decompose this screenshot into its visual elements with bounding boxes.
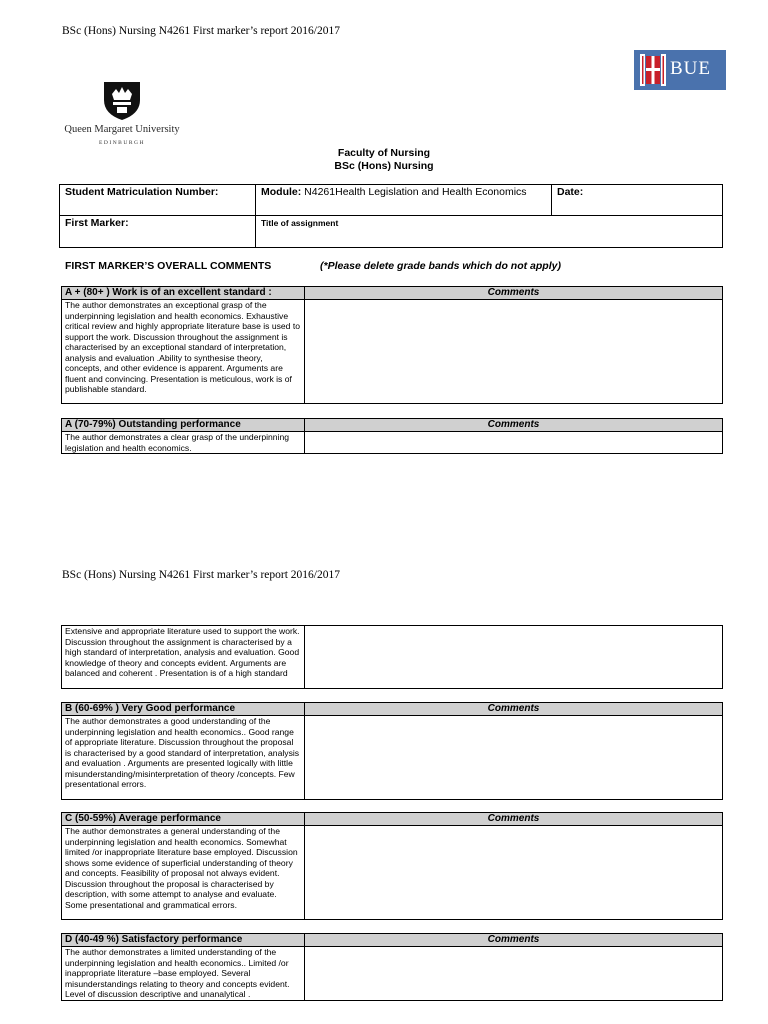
bue-logo (634, 50, 726, 90)
grade-band-a-plus (61, 286, 723, 404)
bue-crest-icon (636, 50, 670, 90)
student-info-table (59, 184, 723, 248)
band-title: A + (80+ ) Work is of an excellent standard : (62, 287, 305, 300)
module-label: Module: (261, 186, 302, 198)
band-title: C (50-59%) Average performance (62, 813, 305, 826)
comments-header: Comments (305, 287, 723, 300)
comments-field[interactable] (305, 716, 723, 800)
grade-band-a (61, 418, 723, 454)
matric-label: Student Matriculation Number: (65, 186, 219, 198)
comments-header: Comments (305, 419, 723, 432)
band-description: The author demonstrates a general understanding of the underpinning legislation and health economics. Somewhat limited /or inappropriate literature base employed. Discussion shows some evidence of superficial understanding of theory and concepts. Feasibility of proposal not always evident. Discussion throughout the proposal is characterised by description, with some attempt to analyse and evaluate. Some presentational and grammatical errors. (62, 826, 305, 920)
grade-band-d (61, 933, 723, 1001)
module-value: N4261Health Legislation and Health Economics (304, 186, 527, 198)
comments-field[interactable] (305, 826, 723, 920)
date-cell (552, 185, 723, 216)
grade-band-a-continued (61, 625, 723, 689)
comments-header: Comments (305, 703, 723, 716)
assignment-title-cell (256, 216, 723, 248)
comments-header: Comments (305, 934, 723, 947)
delete-bands-note: (*Please delete grade bands which do not apply) (320, 260, 561, 272)
assignment-title-label: Title of assignment (261, 218, 339, 228)
overall-comments-heading: FIRST MARKER’S OVERALL COMMENTS (65, 260, 272, 272)
band-description: The author demonstrates a clear grasp of the underpinning legislation and health economics. (62, 432, 305, 454)
comments-header: Comments (305, 813, 723, 826)
band-description: The author demonstrates an exceptional grasp of the underpinning legislation and health economics. Exhaustive critical review and highly appropriate literature base is used to support the work. Discussion throughout the assignment is characterised by an exceptional standard of interpretation, analysis and evaluation .Ability to synthesise theory, concepts, and other evidence is apparent. Arguments are fluent and convincing. Presentation is meticulous, work is of publishable standard. (62, 300, 305, 404)
grade-band-c (61, 812, 723, 920)
programme-title: BSc (Hons) Nursing (334, 160, 434, 172)
band-description: Extensive and appropriate literature used to support the work. Discussion throughout the assignment is characterised by a high standard of interpretation, analysis and evaluation. Good knowledge of theory and concepts evident. Arguments are balanced and coherent . Presentation is of a high standard (62, 626, 305, 689)
qmu-city: EDINBURGH (99, 140, 145, 146)
first-marker-label: First Marker: (65, 217, 129, 229)
bue-wordmark: BUE (670, 58, 711, 79)
band-description: The author demonstrates a limited understanding of the underpinning legislation and health economics.. Limited /or inappropriate literature –base employed. Several misunderstandings relating to theory and concepts evident. Level of discussion descriptive and unanalytical . (62, 947, 305, 1001)
qmu-crest-icon (62, 80, 182, 122)
grade-band-b (61, 702, 723, 800)
running-header: BSc (Hons) Nursing N4261 First marker’s report 2016/2017 (62, 25, 340, 37)
first-marker-cell (60, 216, 256, 248)
comments-field[interactable] (305, 300, 723, 404)
running-header: BSc (Hons) Nursing N4261 First marker’s report 2016/2017 (62, 569, 340, 581)
qmu-name: Queen Margaret University (64, 124, 180, 135)
date-label: Date: (557, 186, 584, 198)
module-cell (256, 185, 552, 216)
faculty-title: Faculty of Nursing (337, 147, 431, 159)
comments-field[interactable] (305, 432, 723, 454)
band-description: The author demonstrates a good understanding of the underpinning legislation and health economics.. Good range of appropriate literature. Discussion throughout the proposal is characterised by a good standard of interpretation, analysis and evaluation . Arguments are presented logically with little misunderstanding/misinterpretation of theory /concepts. Few presentational errors. (62, 716, 305, 800)
band-title: D (40-49 %) Satisfactory performance (62, 934, 305, 947)
qmu-logo (62, 80, 182, 152)
comments-field[interactable] (305, 947, 723, 1001)
comments-field[interactable] (305, 626, 723, 689)
matric-cell (60, 185, 256, 216)
band-title: B (60-69% ) Very Good performance (62, 703, 305, 716)
band-title: A (70-79%) Outstanding performance (62, 419, 305, 432)
